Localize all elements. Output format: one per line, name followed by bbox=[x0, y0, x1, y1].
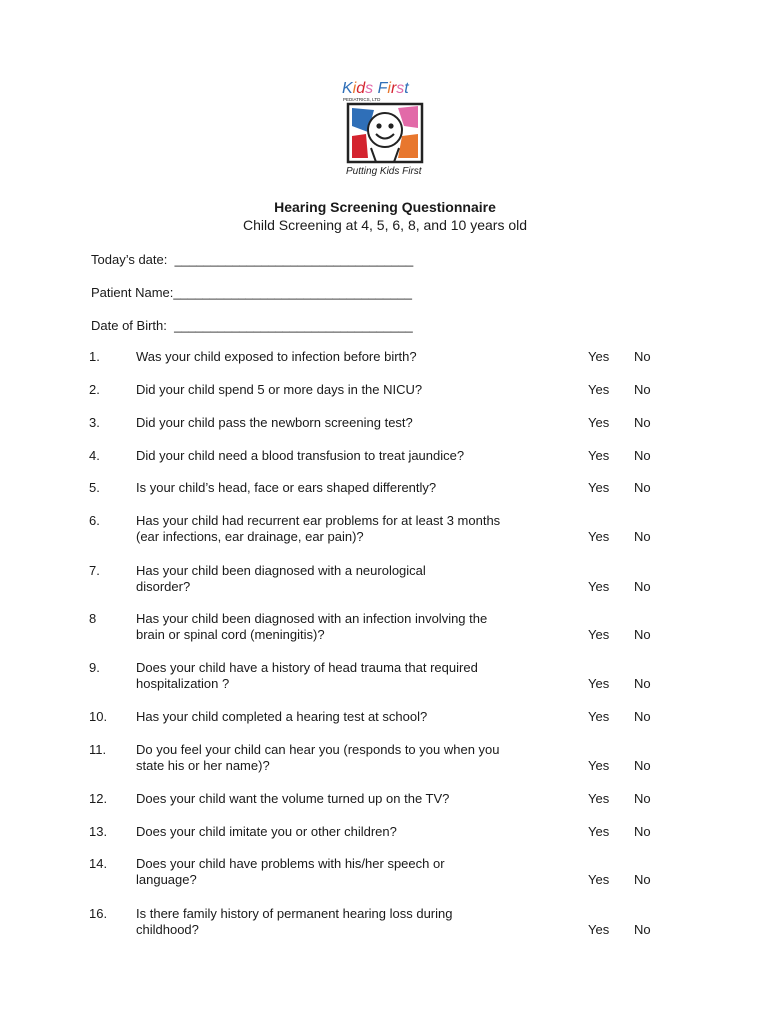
todays-date-line[interactable]: _________________________________ bbox=[174, 252, 414, 267]
question-text: Has your child been diagnosed with an infection involving the brain or spinal cord (meningitis)? bbox=[136, 611, 488, 642]
yes-option[interactable]: Yes bbox=[588, 758, 610, 773]
no-option[interactable]: No bbox=[634, 480, 651, 495]
patient-name-label: Patient Name: bbox=[91, 285, 174, 300]
yes-option[interactable]: Yes bbox=[588, 709, 610, 724]
question-text: Is your child’s head, face or ears shaped differently? bbox=[136, 480, 437, 495]
question-text: Does your child imitate you or other children? bbox=[136, 824, 397, 839]
yes-option[interactable]: Yes bbox=[588, 872, 610, 887]
logo-face bbox=[368, 113, 402, 147]
kids-first-logo bbox=[338, 76, 430, 178]
question-number: 10. bbox=[89, 709, 108, 724]
yes-option[interactable]: Yes bbox=[588, 922, 610, 937]
patient-name-line[interactable]: _________________________________ bbox=[173, 285, 412, 300]
kids-first-logo-graphic bbox=[338, 76, 430, 178]
date-of-birth-field[interactable] bbox=[91, 318, 413, 334]
no-option[interactable]: No bbox=[634, 579, 651, 594]
no-option[interactable]: No bbox=[634, 529, 651, 544]
question-number: 16. bbox=[89, 906, 108, 921]
question-text: Has your child completed a hearing test at school? bbox=[136, 709, 428, 724]
question-text: Is there family history of permanent hearing loss during childhood? bbox=[136, 906, 453, 937]
no-option[interactable]: No bbox=[634, 758, 651, 773]
yes-option[interactable]: Yes bbox=[588, 627, 610, 642]
question-number: 14. bbox=[89, 856, 108, 871]
logo-body bbox=[371, 148, 399, 162]
question-text: Has your child been diagnosed with a neurological disorder? bbox=[136, 563, 426, 594]
logo-tagline: Putting Kids First bbox=[346, 166, 422, 177]
yes-option[interactable]: Yes bbox=[588, 349, 610, 364]
yes-option[interactable]: Yes bbox=[588, 382, 610, 397]
question-number: 1. bbox=[89, 349, 100, 364]
page-subtitle: Child Screening at 4, 5, 6, 8, and 10 years old bbox=[242, 217, 528, 233]
question-text: Was your child exposed to infection before birth? bbox=[136, 349, 417, 364]
no-option[interactable]: No bbox=[634, 448, 651, 463]
no-option[interactable]: No bbox=[634, 872, 651, 887]
question-text: Does your child have problems with his/her speech or language? bbox=[136, 856, 445, 887]
question-text: Does your child have a history of head trauma that required hospitalization ? bbox=[136, 660, 478, 691]
no-option[interactable]: No bbox=[634, 382, 651, 397]
no-option[interactable]: No bbox=[634, 709, 651, 724]
question-number: 12. bbox=[89, 791, 108, 806]
no-option[interactable]: No bbox=[634, 627, 651, 642]
no-option[interactable]: No bbox=[634, 791, 651, 806]
question-text: Do you feel your child can hear you (responds to you when you state his or her name)? bbox=[136, 742, 500, 773]
question-number: 3. bbox=[89, 415, 100, 430]
question-number: 9. bbox=[89, 660, 100, 675]
logo-left-eye bbox=[376, 123, 381, 128]
question-number: 6. bbox=[89, 513, 100, 528]
question-number: 5. bbox=[89, 480, 100, 495]
no-option[interactable]: No bbox=[634, 415, 651, 430]
todays-date-field[interactable] bbox=[91, 252, 413, 268]
yes-option[interactable]: Yes bbox=[588, 791, 610, 806]
logo-right-eye bbox=[388, 123, 393, 128]
logo-art bbox=[348, 104, 422, 162]
question-number: 11. bbox=[89, 742, 107, 757]
question-text: Has your child had recurrent ear problems for at least 3 months (ear infections, ear drainage, ear pain)? bbox=[136, 513, 501, 544]
yes-option[interactable]: Yes bbox=[588, 448, 610, 463]
question-number: 7. bbox=[89, 563, 100, 578]
question-text: Does your child want the volume turned up on the TV? bbox=[136, 791, 450, 806]
question-text: Did your child pass the newborn screening test? bbox=[136, 415, 413, 430]
date-of-birth-line[interactable]: _________________________________ bbox=[174, 318, 413, 333]
logo-red-shape bbox=[352, 134, 368, 158]
logo-sub: PEDIATRICS, LTD bbox=[343, 97, 381, 102]
no-option[interactable]: No bbox=[634, 676, 651, 691]
question-text: Did your child need a blood transfusion to treat jaundice? bbox=[136, 448, 465, 463]
page-title: Hearing Screening Questionnaire bbox=[274, 199, 496, 215]
question-number: 4. bbox=[89, 448, 100, 463]
yes-option[interactable]: Yes bbox=[588, 529, 610, 544]
question-number: 2. bbox=[89, 382, 100, 397]
date-of-birth-label: Date of Birth: bbox=[91, 318, 167, 333]
no-option[interactable]: No bbox=[634, 824, 651, 839]
yes-option[interactable]: Yes bbox=[588, 415, 610, 430]
no-option[interactable]: No bbox=[634, 349, 651, 364]
yes-option[interactable]: Yes bbox=[588, 480, 610, 495]
logo-brand: Kids First bbox=[342, 80, 409, 97]
question-text: Did your child spend 5 or more days in the NICU? bbox=[136, 382, 423, 397]
yes-option[interactable]: Yes bbox=[588, 824, 610, 839]
no-option[interactable]: No bbox=[634, 922, 651, 937]
yes-option[interactable]: Yes bbox=[588, 676, 610, 691]
question-number: 13. bbox=[89, 824, 108, 839]
question-number: 8 bbox=[89, 611, 97, 626]
yes-option[interactable]: Yes bbox=[588, 579, 610, 594]
todays-date-label: Today’s date: bbox=[91, 252, 168, 267]
patient-name-field[interactable] bbox=[91, 285, 412, 301]
